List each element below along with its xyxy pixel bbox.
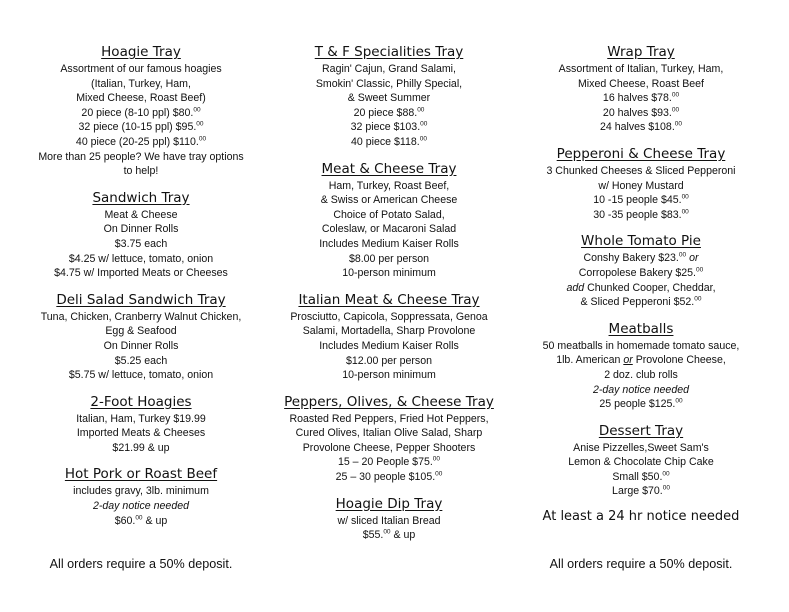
menu-text: Chunked Cooper, Cheddar, xyxy=(584,281,716,294)
cents: 00 xyxy=(198,135,207,143)
menu-line: $5.25 each xyxy=(114,354,168,367)
cents: 00 xyxy=(417,106,425,114)
menu-line: 10-person minimum xyxy=(342,369,436,382)
hoagie-dip-title: Hoagie Dip Tray xyxy=(335,495,443,512)
tf-specialities-title: T & F Specialities Tray xyxy=(314,44,464,60)
menu-line: Salami, Mortadella, Sharp Provolone xyxy=(302,325,476,338)
tomato-pie-section xyxy=(510,233,772,309)
price-line xyxy=(10,120,272,135)
menu-line: $3.75 each xyxy=(114,237,168,250)
menu-column-middle xyxy=(258,44,520,543)
meat-cheese-title: Meat & Cheese Tray xyxy=(321,160,457,177)
menu-text: Provolone Cheese, xyxy=(632,354,726,367)
price-text: $60. xyxy=(114,514,136,527)
cents: 00 xyxy=(695,266,704,274)
menu-line: w/ Honey Mustard xyxy=(598,179,684,192)
price-line xyxy=(258,528,520,543)
menu-line: Prosciutto, Capicola, Soppressata, Genoa xyxy=(290,310,488,323)
menu-line: Smokin' Classic, Philly Special, xyxy=(315,77,463,90)
cents: 00 xyxy=(675,397,683,405)
cents: 00 xyxy=(432,455,441,463)
cents: 00 xyxy=(662,470,670,478)
price-text: Corropolese Bakery $25. xyxy=(578,266,696,279)
hot-pork-title: Hot Pork or Roast Beef xyxy=(64,466,218,483)
deli-salad-tray-section xyxy=(10,292,272,383)
price-line xyxy=(510,251,772,266)
price-text: 32 piece $103. xyxy=(350,121,421,134)
price-line xyxy=(510,397,772,412)
price-line xyxy=(510,193,772,208)
hoagie-tray-title: Hoagie Tray xyxy=(101,44,181,60)
or-text: or xyxy=(689,252,699,265)
cents: 00 xyxy=(662,484,670,492)
italian-tray-title: Italian Meat & Cheese Tray xyxy=(298,291,480,308)
price-line xyxy=(258,106,520,121)
menu-line xyxy=(510,353,772,368)
menu-column-right xyxy=(510,44,772,524)
menu-line: & Sweet Summer xyxy=(347,92,431,105)
menu-line: $5.75 w/ lettuce, tomato, onion xyxy=(68,369,214,382)
sandwich-tray-section xyxy=(10,190,272,281)
cents: 00 xyxy=(383,528,391,536)
price-line xyxy=(510,470,772,485)
price-text: & Sliced Pepperoni $52. xyxy=(580,296,695,309)
cents: 00 xyxy=(674,120,683,128)
price-text: 32 piece (10-15 ppl) $95. xyxy=(78,121,197,134)
menu-line xyxy=(510,281,772,296)
deli-salad-tray-title: Deli Salad Sandwich Tray xyxy=(56,291,226,308)
price-line xyxy=(510,91,772,106)
notice-24hr: At least a 24 hr notice needed xyxy=(542,509,740,525)
menu-line: Mixed Cheese, Roast Beef xyxy=(577,77,704,90)
menu-line: Assortment of Italian, Turkey, Ham, xyxy=(558,63,724,75)
menu-line: Includes Medium Kaiser Rolls xyxy=(319,339,459,352)
price-text: Conshy Bakery $23. xyxy=(583,252,679,265)
meatballs-section xyxy=(510,321,772,412)
cents: 00 xyxy=(671,106,680,114)
menu-line: $12.00 per person xyxy=(346,354,432,367)
menu-line: Egg & Seafood xyxy=(105,325,177,338)
price-suffix: & up xyxy=(390,529,416,542)
peppers-tray-title: Peppers, Olives, & Cheese Tray xyxy=(284,393,494,410)
price-text: 40 piece $118. xyxy=(351,135,420,148)
menu-line: $8.00 per person xyxy=(348,252,430,265)
two-foot-hoagies-section xyxy=(10,394,272,456)
menu-line: Anise Pizzelles,Sweet Sam's xyxy=(573,441,709,454)
cents: 00 xyxy=(678,251,687,259)
meatballs-title: Meatballs xyxy=(608,320,674,337)
menu-line: Mixed Cheese, Roast Beef) xyxy=(76,92,206,105)
italian-tray-section xyxy=(258,292,520,383)
price-line xyxy=(510,295,772,310)
menu-line: w/ sliced Italian Bread xyxy=(337,514,441,527)
notice-line xyxy=(10,499,272,514)
menu-line: Provolone Cheese, Pepper Shooters xyxy=(302,441,476,454)
menu-line: $21.99 & up xyxy=(112,441,170,454)
menu-line: Includes Medium Kaiser Rolls xyxy=(319,237,459,250)
menu-line: Tuna, Chicken, Cranberry Walnut Chicken, xyxy=(40,310,242,323)
cents: 00 xyxy=(420,120,428,128)
menu-line: Lemon & Chocolate Chip Cake xyxy=(568,456,714,469)
wrap-tray-section xyxy=(510,44,772,135)
price-line xyxy=(510,484,772,499)
price-line xyxy=(258,470,520,485)
dessert-tray-section xyxy=(510,423,772,499)
price-line xyxy=(10,106,272,121)
price-text: $55. xyxy=(362,529,384,542)
menu-line: On Dinner Rolls xyxy=(103,223,179,236)
price-text: 20 piece $88. xyxy=(353,106,418,119)
price-text: 24 halves $108. xyxy=(599,121,675,134)
price-line xyxy=(510,208,772,223)
price-line xyxy=(10,514,272,529)
menu-line: Choice of Potato Salad, xyxy=(333,208,445,221)
menu-line: $4.25 w/ lettuce, tomato, onion xyxy=(68,252,214,265)
menu-line: Cured Olives, Italian Olive Salad, Sharp xyxy=(295,427,483,440)
menu-line: 3 Chunked Cheeses & Sliced Pepperoni xyxy=(546,164,736,177)
menu-line: Ham, Turkey, Roast Beef, xyxy=(328,179,450,192)
price-text: 16 halves $78. xyxy=(602,92,672,105)
price-line xyxy=(510,266,772,281)
price-text: 15 – 20 People $75. xyxy=(337,456,433,469)
cents: 00 xyxy=(196,120,204,128)
menu-line: to help! xyxy=(123,165,159,178)
menu-line: Coleslaw, or Macaroni Salad xyxy=(321,223,457,236)
wrap-tray-title: Wrap Tray xyxy=(607,44,675,60)
price-line xyxy=(10,135,272,150)
deposit-note-right: All orders require a 50% deposit. xyxy=(549,557,733,571)
cents: 00 xyxy=(681,208,689,216)
hot-pork-section xyxy=(10,466,272,528)
menu-line: 50 meatballs in homemade tomato sauce, xyxy=(542,339,740,352)
price-text: 25 people $125. xyxy=(599,398,676,411)
menu-line: On Dinner Rolls xyxy=(103,339,179,352)
menu-line: Imported Meats & Cheeses xyxy=(76,427,206,440)
pepperoni-tray-section xyxy=(510,146,772,222)
menu-line: Roasted Red Peppers, Fried Hot Peppers, xyxy=(289,412,489,425)
cents: 00 xyxy=(193,106,201,114)
meat-cheese-section xyxy=(258,161,520,281)
cents: 00 xyxy=(435,470,443,478)
price-line xyxy=(510,106,772,121)
hoagie-tray-section xyxy=(10,44,272,179)
price-line xyxy=(258,135,520,150)
price-text: 20 piece (8-10 ppl) $80. xyxy=(81,106,194,119)
menu-column-left xyxy=(10,44,272,528)
cents: 00 xyxy=(671,91,680,99)
price-text: 20 halves $93. xyxy=(602,106,672,119)
menu-text: 1lb. American xyxy=(556,354,624,367)
menu-line: Italian, Ham, Turkey $19.99 xyxy=(76,412,206,425)
menu-line: $4.75 w/ Imported Meats or Cheeses xyxy=(54,267,228,280)
menu-line: Meat & Cheese xyxy=(104,208,178,221)
price-text: Large $70. xyxy=(612,485,663,498)
menu-line: More than 25 people? We have tray options xyxy=(38,150,244,163)
dessert-tray-title: Dessert Tray xyxy=(598,422,684,439)
notice-line xyxy=(510,383,772,398)
menu-line: & Swiss or American Cheese xyxy=(320,194,458,207)
cents: 00 xyxy=(681,193,689,201)
price-line xyxy=(510,120,772,135)
peppers-tray-section xyxy=(258,394,520,485)
add-text: add xyxy=(566,281,585,294)
menu-line: (Italian, Turkey, Ham, xyxy=(91,77,191,90)
two-foot-hoagies-title: 2-Foot Hoagies xyxy=(90,393,192,410)
cents: 00 xyxy=(694,295,702,303)
sandwich-tray-title: Sandwich Tray xyxy=(92,189,190,206)
menu-line: 10-person minimum xyxy=(342,267,436,280)
menu-line: Assortment of our famous hoagies xyxy=(60,63,222,75)
price-text: 30 -35 people $83. xyxy=(593,208,682,221)
price-line xyxy=(258,455,520,470)
cents: 00 xyxy=(419,135,427,143)
deposit-note-left: All orders require a 50% deposit. xyxy=(49,557,233,571)
price-line xyxy=(258,120,520,135)
tf-specialities-section xyxy=(258,44,520,150)
price-suffix: & up xyxy=(142,514,168,527)
price-text: Small $50. xyxy=(612,470,663,483)
hoagie-dip-section xyxy=(258,496,520,543)
pepperoni-tray-title: Pepperoni & Cheese Tray xyxy=(556,145,726,162)
price-text: 40 piece (20-25 ppl) $110. xyxy=(75,135,199,148)
menu-line: 2 doz. club rolls xyxy=(604,368,678,381)
menu-line: Ragin' Cajun, Grand Salami, xyxy=(322,63,456,75)
notice-text: 2-day notice needed xyxy=(92,500,189,513)
cents: 00 xyxy=(135,514,143,522)
price-text: 10 -15 people $45. xyxy=(593,194,682,207)
tomato-pie-title: Whole Tomato Pie xyxy=(581,233,701,250)
menu-line: includes gravy, 3lb. minimum xyxy=(73,485,209,498)
price-text: 25 – 30 people $105. xyxy=(335,471,436,484)
notice-text: 2-day notice needed xyxy=(592,383,689,396)
or-text: or xyxy=(623,354,633,367)
